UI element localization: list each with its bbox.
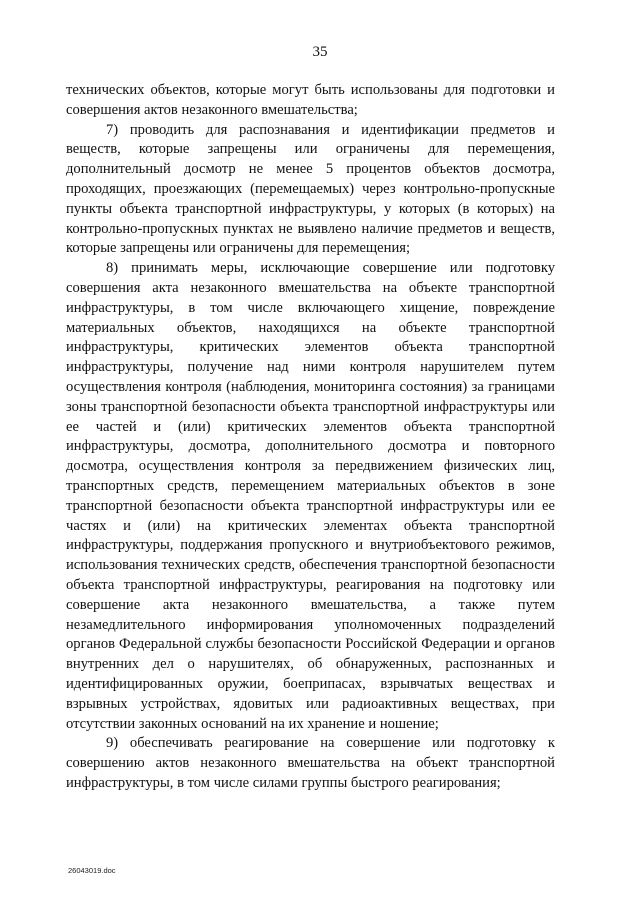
paragraph-item-7: 7) проводить для распознавания и идентификации предметов и веществ, которые запрещены или ограничены для перемещения, дополнительный досмотр не менее 5 процентов объектов досмотра, проходящих, проезжающих (перемещаемых) через контрольно-пропускные пункты объекта транспортной инфраструктуры, у которых (в которых) на контрольно-пропускных пунктах не выявлено наличие предметов и веществ, которые запрещены или ограничены для перемещения;: [66, 121, 555, 257]
document-filename-footer: 26043019.doc: [68, 866, 116, 875]
page-number: 35: [312, 44, 328, 60]
paragraph-continuation: технических объектов, которые могут быть использованы для подготовки и совершения актов незаконного вмешательства;: [66, 82, 555, 118]
document-body: [66, 81, 555, 794]
paragraph-item-8: 8) принимать меры, исключающие совершение или подготовку совершения акта незаконного вмешательства на объекте транспортной инфраструктуры, в том числе включающего хищение, повреждение материальных объектов, находящихся на объекте транспортной инфраструктуры, критических элементов объекта транспортной инфраструктуры, получение над ними контроля нарушителем путем осуществления контроля (наблюдения, мониторинга состояния) за границами зоны транспортной безопасности объекта транспортной инфраструктуры или ее частей и (или) критических элементов объекта транспортной инфраструктуры, досмотра, дополнительного досмотра и повторного досмотра, осуществления контроля за передвижением физических лиц, транспортных средств, перемещением материальных объектов в зоне транспортной безопасности объекта транспортной инфраструктуры или ее частях и (или) на критических элементах объекта транспортной инфраструктуры, поддержания пропускного и внутриобъектового режимов, использования технических средств, обеспечения транспортной безопасности объекта транспортной инфраструктуры, реагирования на подготовку или совершение акта незаконного вмешательства, а также путем незамедлительного информирования уполномоченных подразделений органов Федеральной службы безопасности Российской Федерации и органов внутренних дел о нарушителях, об обнаруженных, распознанных и идентифицированных оружии, боеприпасах, взрывчатых веществах и взрывных устройствах, ядовитых или радиоактивных веществах, при отсутствии законных оснований на их хранение и ношение;: [66, 260, 555, 732]
paragraph-item-9: 9) обеспечивать реагирование на совершение или подготовку к совершению актов незаконного вмешательства на объект транспортной инфраструктуры, в том числе силами группы быстрого реагирования;: [66, 735, 555, 791]
